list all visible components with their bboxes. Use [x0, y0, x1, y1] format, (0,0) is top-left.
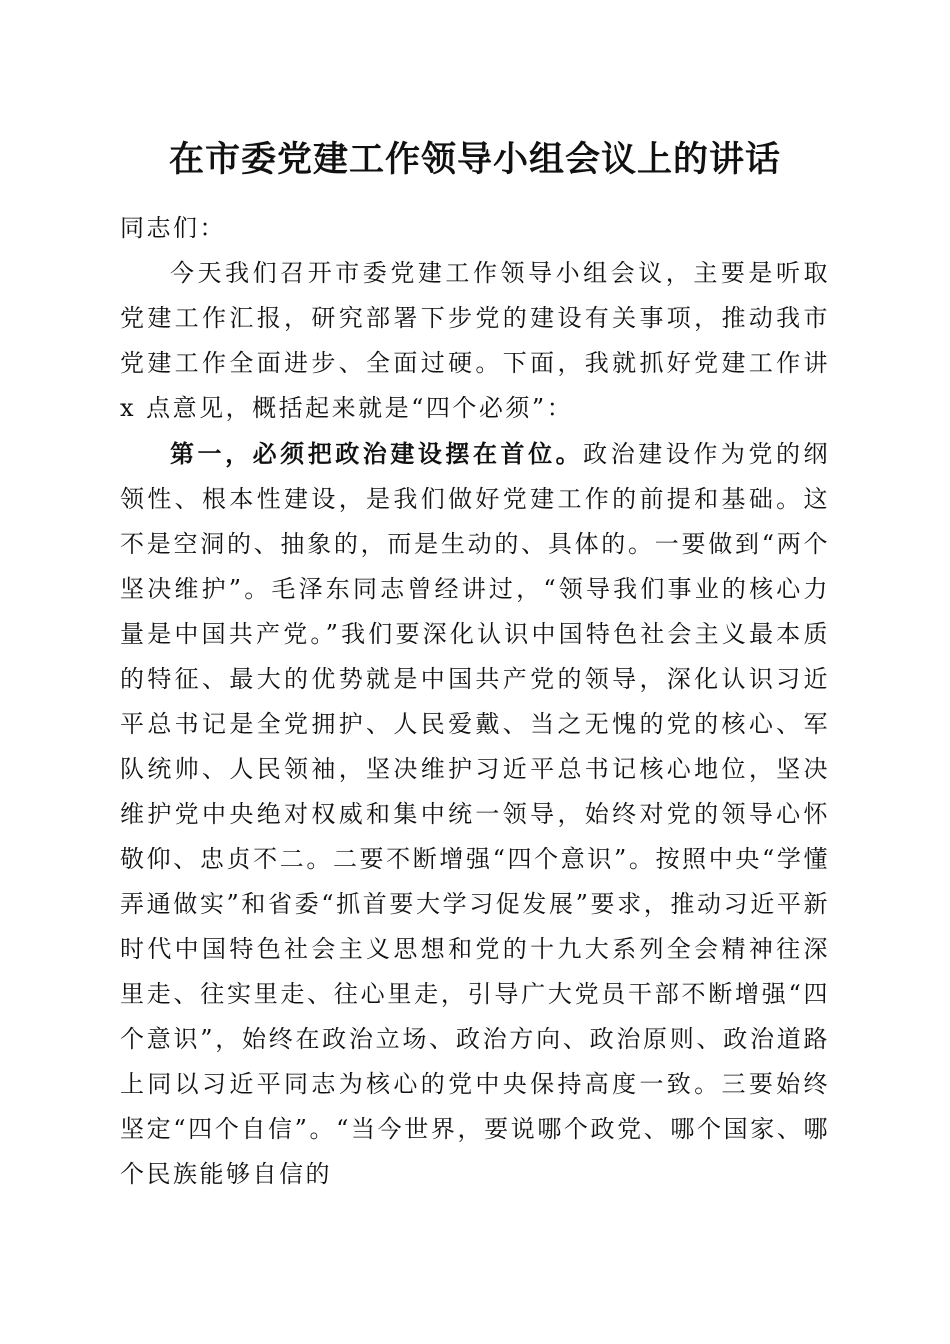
paragraph-first-point-text: 政治建设作为党的纲领性、根本性建设，是我们做好党建工作的前提和基础。这不是空洞的、抽象的，而是生动的、具体的。一要做到“两个坚决维护”。毛泽东同志曾经讲过，“领导我们事业的核心力量是中国共产党。”我们要深化认识中国特色社会主义最本质的特征、最大的优势就是中国共产党的领导，深化认识习近平总书记是全党拥护、人民爱戴、当之无愧的党的核心、军队统帅、人民领袖，坚决维护习近平总书记核心地位，坚决维护党中央绝对权威和集中统一领导，始终对党的领导心怀敬仰、忠贞不二。二要不断增强“四个意识”。按照中央“学懂弄通做实”和省委“抓首要大学习促发展”要求，推动习近平新时代中国特色社会主义思想和党的十九大系列全会精神往深里走、往实里走、往心里走，引导广大党员干部不断增强“四个意识”，始终在政治立场、政治方向、政治原则、政治道路上同以习近平同志为核心的党中央保持高度一致。三要始终坚定“四个自信”。“当今世界，要说哪个政党、哪个国家、哪个民族能够自信的 [120, 440, 831, 1188]
salutation: 同志们： [120, 214, 226, 242]
paragraph-first-point-heading: 第一，必须把政治建设摆在首位。 [170, 439, 584, 468]
document-body [120, 206, 830, 1197]
paragraph-intro: 今天我们召开市委党建工作领导小组会议，主要是听取党建工作汇报，研究部署下步党的建设有关事项，推动我市党建工作全面进步、全面过硬。下面，我就抓好党建工作讲 x 点意见，概括起来就是“四个必须”： [120, 259, 830, 422]
document-title: 在市委党建工作领导小组会议上的讲话 [168, 139, 781, 180]
paragraph-first-point [120, 431, 830, 1197]
